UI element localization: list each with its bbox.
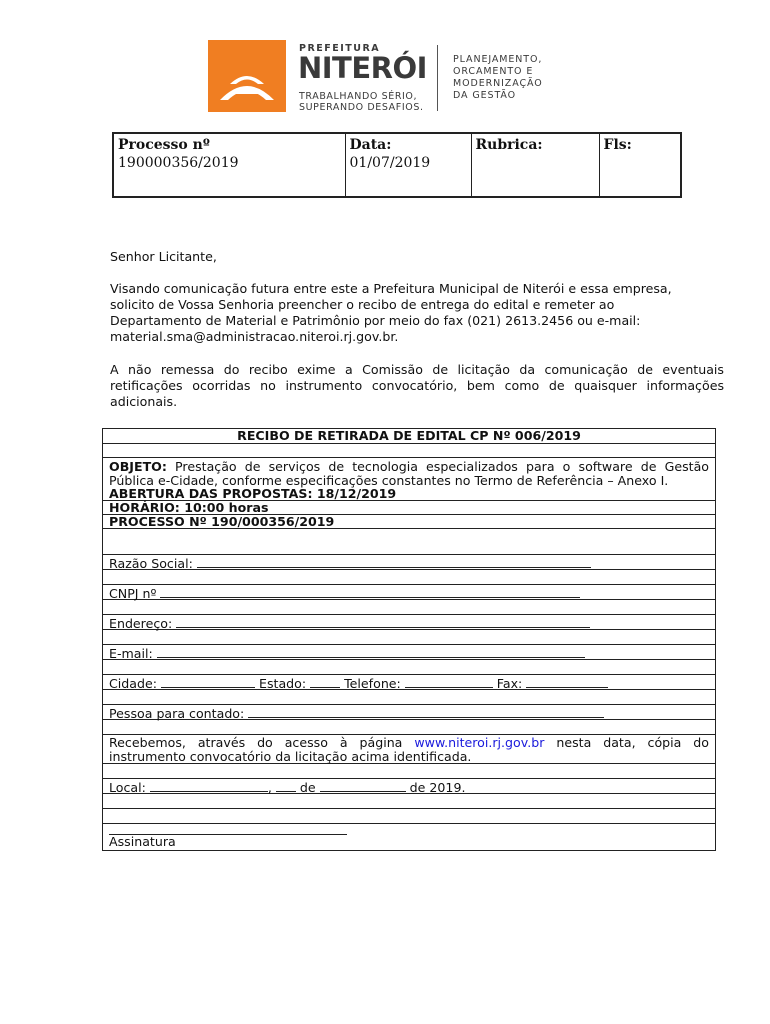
letterhead (208, 40, 568, 116)
rubrica-cell (471, 133, 599, 197)
email-field[interactable] (157, 646, 585, 658)
day-field[interactable] (276, 780, 296, 792)
notice-paragraph: A não remessa do recibo exime a Comissão de licitação da comunicação de eventuais retificações ocorridas no instrumento convocatório, bem como de quaisquer informações adicionais. (110, 362, 724, 409)
dept-line-2: ORCAMENTO E (453, 66, 534, 77)
prefeitura-logo-icon (208, 40, 286, 112)
cnpj-field[interactable] (160, 586, 580, 598)
niteroi-website-link[interactable]: www.niteroi.rj.gov.br (414, 735, 545, 750)
motto (299, 91, 424, 113)
blank-row (103, 809, 715, 824)
cnpj-label: CNPJ nº (109, 586, 161, 601)
local-field[interactable] (150, 780, 268, 792)
motto-line-2: SUPERANDO DESAFIOS. (299, 102, 424, 113)
horario: HORÁRIO: 10:00 horas (103, 501, 715, 515)
blank-row (103, 600, 715, 615)
recebemos-row (103, 735, 715, 764)
email-row (103, 645, 715, 660)
process-table (112, 132, 682, 198)
department-name (453, 54, 543, 102)
cnpj-row (103, 585, 715, 600)
signature-row (103, 824, 715, 850)
blank-row (103, 720, 715, 735)
receipt-title: RECIBO DE RETIRADA DE EDITAL CP Nº 006/2019 (103, 429, 715, 444)
pessoa-contato-row (103, 705, 715, 720)
cidade-field[interactable] (161, 676, 255, 688)
prefeitura-label: PREFEITURA (299, 43, 381, 54)
paragraph-line-2: solicito de Vossa Senhoria preencher o recibo de entrega do edital e remeter ao (110, 297, 615, 312)
paragraph-line-4: material.sma@administracao.niteroi.rj.gov.br. (110, 329, 399, 344)
blank-row (103, 690, 715, 705)
data-value: 01/07/2019 (349, 155, 431, 171)
blank-row (103, 794, 715, 809)
pessoa-contato-field[interactable] (248, 706, 604, 718)
rubrica-label: Rubrica: (475, 137, 543, 153)
telefone-label: Telefone: (340, 676, 405, 691)
blank-row (103, 444, 715, 458)
receipt-form (102, 428, 716, 851)
cidade-row (103, 675, 715, 690)
objeto-block (103, 458, 715, 501)
motto-line-1: TRABALHANDO SÉRIO, (299, 91, 418, 102)
processo-label: Processo nº (118, 137, 210, 153)
data-cell (345, 133, 471, 197)
objeto-text: Prestação de serviços de tecnologia especializados para o software de Gestão Pública e-Cidade, conforme especificações constantes no Termo de Referência – Anexo I. (109, 459, 709, 488)
local-label: Local: (109, 780, 150, 795)
data-label: Data: (349, 137, 392, 153)
dept-line-1: PLANEJAMENTO, (453, 54, 543, 65)
paragraph-line-3: Departamento de Material e Patrimônio por meio do fax (021) 2613.2456 ou e-mail: (110, 313, 641, 328)
telefone-field[interactable] (405, 676, 493, 688)
objeto-text-block (109, 460, 709, 487)
fax-label: Fax: (492, 676, 527, 691)
fls-cell (599, 133, 681, 197)
estado-label: Estado: (255, 676, 311, 691)
cidade-label: Cidade: (109, 676, 161, 691)
fax-field[interactable] (526, 676, 608, 688)
blank-row (103, 764, 715, 779)
blank-row (103, 660, 715, 675)
endereco-label: Endereço: (109, 616, 177, 631)
razao-social-row (103, 555, 715, 570)
assinatura-label: Assinatura (109, 834, 176, 849)
dept-line-4: DA GESTÃO (453, 90, 517, 101)
local-row (103, 779, 715, 794)
header-divider (437, 45, 438, 111)
abertura-propostas: ABERTURA DAS PROPOSTAS: 18/12/2019 (109, 486, 397, 501)
endereco-row (103, 615, 715, 630)
processo-value: 190000356/2019 (118, 155, 239, 171)
email-label: E-mail: (109, 646, 157, 661)
objeto-label: OBJETO: (109, 459, 167, 474)
blank-row (103, 630, 715, 645)
paragraph-line-1: Visando comunicação futura entre este a Prefeitura Municipal de Niterói e essa empresa, (110, 281, 672, 296)
endereco-field[interactable] (176, 616, 590, 628)
local-de-2: de 2019. (405, 780, 466, 795)
greeting: Senhor Licitante, (110, 249, 217, 264)
estado-field[interactable] (310, 676, 340, 688)
month-field[interactable] (320, 780, 406, 792)
recebemos-text-1: Recebemos, através do acesso à página (109, 735, 415, 750)
local-comma: , (267, 780, 276, 795)
local-de-1: de (295, 780, 320, 795)
fls-label: Fls: (603, 137, 632, 153)
recebemos-text-2: nesta data, cópia do instrumento convocatório da licitação acima identificada. (109, 735, 709, 764)
razao-social-label: Razão Social: (109, 556, 197, 571)
razao-social-field[interactable] (197, 556, 591, 568)
blank-row (103, 570, 715, 585)
instructions-paragraph (110, 281, 724, 345)
blank-row (103, 529, 715, 555)
city-name: NITERÓI (298, 51, 427, 85)
processo-numero: PROCESSO Nº 190/000356/2019 (103, 515, 715, 529)
pessoa-contato-label: Pessoa para contado: (109, 706, 249, 721)
processo-cell (113, 133, 345, 197)
dept-line-3: MODERNIZAÇÃO (453, 78, 543, 89)
